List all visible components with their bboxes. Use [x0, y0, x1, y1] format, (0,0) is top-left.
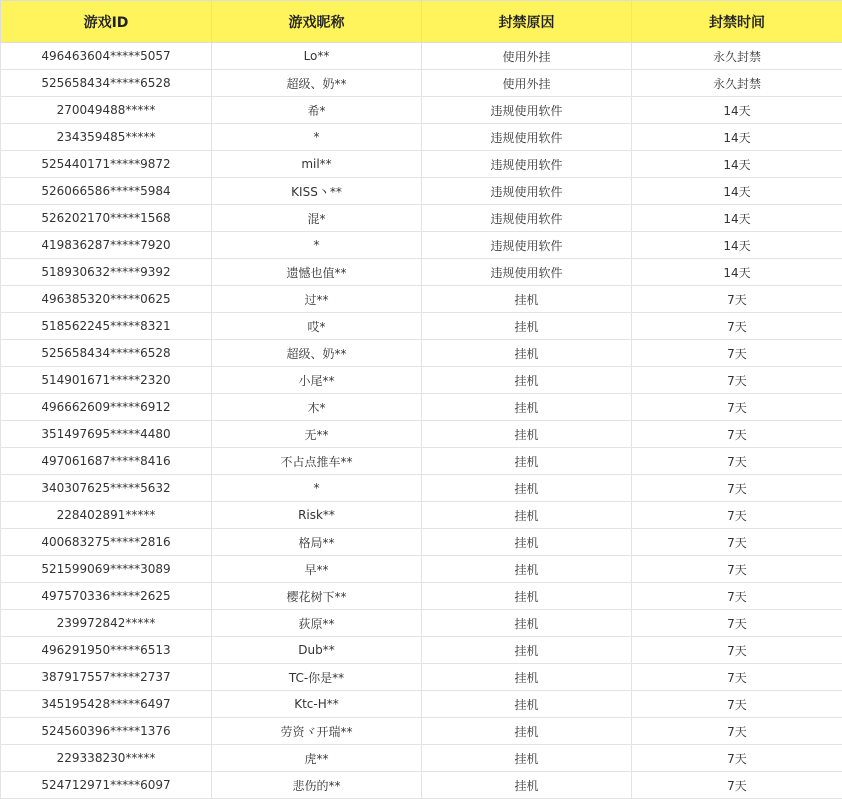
table-row	[1, 313, 842, 340]
cell-ban-duration: 14天	[632, 205, 842, 232]
cell-game-id: 524712971*****6097	[1, 772, 212, 799]
cell-nickname: 小尾**	[212, 367, 422, 394]
table-row	[1, 124, 842, 151]
table-row	[1, 205, 842, 232]
cell-ban-reason: 挂机	[422, 340, 632, 367]
cell-ban-reason: 挂机	[422, 556, 632, 583]
cell-ban-reason: 违规使用软件	[422, 151, 632, 178]
table-row	[1, 178, 842, 205]
cell-nickname: 虎**	[212, 745, 422, 772]
cell-game-id: 239972842*****	[1, 610, 212, 637]
cell-game-id: 234359485*****	[1, 124, 212, 151]
table-row	[1, 394, 842, 421]
cell-game-id: 387917557*****2737	[1, 664, 212, 691]
cell-game-id: 526066586*****5984	[1, 178, 212, 205]
cell-game-id: 419836287*****7920	[1, 232, 212, 259]
cell-nickname: 早**	[212, 556, 422, 583]
cell-ban-reason: 挂机	[422, 475, 632, 502]
cell-nickname: 超级、奶**	[212, 70, 422, 97]
cell-ban-duration: 7天	[632, 664, 842, 691]
cell-ban-duration: 7天	[632, 340, 842, 367]
cell-game-id: 518562245*****8321	[1, 313, 212, 340]
cell-game-id: 518930632*****9392	[1, 259, 212, 286]
cell-ban-reason: 挂机	[422, 583, 632, 610]
table-row	[1, 502, 842, 529]
table-row	[1, 475, 842, 502]
cell-game-id: 496463604*****5057	[1, 43, 212, 70]
cell-ban-reason: 挂机	[422, 286, 632, 313]
table-row	[1, 664, 842, 691]
cell-ban-duration: 7天	[632, 448, 842, 475]
cell-ban-reason: 挂机	[422, 772, 632, 799]
cell-nickname: 格局**	[212, 529, 422, 556]
cell-game-id: 521599069*****3089	[1, 556, 212, 583]
cell-ban-duration: 7天	[632, 637, 842, 664]
table-row	[1, 70, 842, 97]
cell-nickname: Dub**	[212, 637, 422, 664]
cell-nickname: KISS丶**	[212, 178, 422, 205]
cell-nickname: TC-你是**	[212, 664, 422, 691]
cell-ban-duration: 14天	[632, 97, 842, 124]
table-header	[1, 1, 842, 43]
cell-nickname: Lo**	[212, 43, 422, 70]
cell-nickname: Ktc-H**	[212, 691, 422, 718]
cell-ban-duration: 7天	[632, 286, 842, 313]
cell-ban-duration: 14天	[632, 151, 842, 178]
cell-game-id: 525658434*****6528	[1, 70, 212, 97]
cell-game-id: 496291950*****6513	[1, 637, 212, 664]
cell-nickname: Risk**	[212, 502, 422, 529]
cell-ban-duration: 14天	[632, 178, 842, 205]
cell-ban-duration: 7天	[632, 691, 842, 718]
cell-ban-duration: 7天	[632, 556, 842, 583]
cell-game-id: 525658434*****6528	[1, 340, 212, 367]
cell-nickname: *	[212, 232, 422, 259]
table-row	[1, 529, 842, 556]
cell-nickname: mil**	[212, 151, 422, 178]
cell-ban-duration: 14天	[632, 232, 842, 259]
cell-nickname: 超级、奶**	[212, 340, 422, 367]
cell-ban-reason: 挂机	[422, 313, 632, 340]
cell-ban-reason: 挂机	[422, 502, 632, 529]
cell-nickname: 荻原**	[212, 610, 422, 637]
cell-nickname: 希*	[212, 97, 422, 124]
table-row	[1, 556, 842, 583]
cell-ban-reason: 挂机	[422, 610, 632, 637]
table-body	[1, 43, 842, 799]
header-ban-duration: 封禁时间	[632, 1, 842, 43]
cell-ban-reason: 挂机	[422, 637, 632, 664]
table-row	[1, 151, 842, 178]
header-row	[1, 1, 842, 43]
table-row	[1, 745, 842, 772]
cell-ban-duration: 永久封禁	[632, 70, 842, 97]
cell-ban-duration: 7天	[632, 394, 842, 421]
cell-nickname: 悲伤的**	[212, 772, 422, 799]
cell-nickname: 樱花树下**	[212, 583, 422, 610]
cell-game-id: 270049488*****	[1, 97, 212, 124]
table-row	[1, 772, 842, 799]
cell-ban-reason: 挂机	[422, 394, 632, 421]
cell-game-id: 345195428*****6497	[1, 691, 212, 718]
cell-ban-reason: 挂机	[422, 529, 632, 556]
cell-ban-reason: 挂机	[422, 718, 632, 745]
cell-ban-duration: 7天	[632, 772, 842, 799]
cell-ban-reason: 挂机	[422, 421, 632, 448]
table-row	[1, 97, 842, 124]
cell-nickname: 劳资ヾ开瑞**	[212, 718, 422, 745]
cell-game-id: 497061687*****8416	[1, 448, 212, 475]
cell-game-id: 524560396*****1376	[1, 718, 212, 745]
cell-ban-reason: 违规使用软件	[422, 124, 632, 151]
cell-game-id: 228402891*****	[1, 502, 212, 529]
table-row	[1, 583, 842, 610]
cell-ban-reason: 挂机	[422, 691, 632, 718]
table-row	[1, 637, 842, 664]
cell-ban-duration: 7天	[632, 718, 842, 745]
table-row	[1, 610, 842, 637]
cell-ban-reason: 挂机	[422, 664, 632, 691]
table-row	[1, 691, 842, 718]
table-row	[1, 259, 842, 286]
cell-ban-reason: 使用外挂	[422, 43, 632, 70]
cell-game-id: 525440171*****9872	[1, 151, 212, 178]
table-row	[1, 43, 842, 70]
cell-ban-duration: 永久封禁	[632, 43, 842, 70]
cell-ban-reason: 挂机	[422, 448, 632, 475]
cell-ban-reason: 挂机	[422, 367, 632, 394]
cell-nickname: 遗憾也值**	[212, 259, 422, 286]
cell-ban-duration: 7天	[632, 502, 842, 529]
cell-ban-reason: 违规使用软件	[422, 232, 632, 259]
cell-ban-duration: 14天	[632, 124, 842, 151]
cell-ban-duration: 7天	[632, 583, 842, 610]
cell-nickname: 过**	[212, 286, 422, 313]
table-row	[1, 421, 842, 448]
cell-game-id: 497570336*****2625	[1, 583, 212, 610]
cell-ban-duration: 7天	[632, 313, 842, 340]
table-row	[1, 367, 842, 394]
header-nickname: 游戏昵称	[212, 1, 422, 43]
cell-ban-duration: 7天	[632, 529, 842, 556]
cell-game-id: 351497695*****4480	[1, 421, 212, 448]
cell-ban-reason: 违规使用软件	[422, 205, 632, 232]
cell-game-id: 229338230*****	[1, 745, 212, 772]
header-game-id: 游戏ID	[1, 1, 212, 43]
cell-ban-duration: 7天	[632, 610, 842, 637]
cell-ban-reason: 违规使用软件	[422, 259, 632, 286]
table-row	[1, 286, 842, 313]
table-row	[1, 232, 842, 259]
cell-nickname: 木*	[212, 394, 422, 421]
cell-nickname: 无**	[212, 421, 422, 448]
cell-nickname: *	[212, 475, 422, 502]
cell-nickname: 哎*	[212, 313, 422, 340]
cell-game-id: 340307625*****5632	[1, 475, 212, 502]
cell-nickname: 混*	[212, 205, 422, 232]
cell-ban-duration: 14天	[632, 259, 842, 286]
cell-ban-reason: 违规使用软件	[422, 178, 632, 205]
cell-ban-duration: 7天	[632, 745, 842, 772]
table-row	[1, 718, 842, 745]
cell-ban-reason: 挂机	[422, 745, 632, 772]
cell-ban-duration: 7天	[632, 367, 842, 394]
cell-ban-duration: 7天	[632, 421, 842, 448]
table-row	[1, 340, 842, 367]
header-ban-reason: 封禁原因	[422, 1, 632, 43]
cell-game-id: 526202170*****1568	[1, 205, 212, 232]
cell-game-id: 496662609*****6912	[1, 394, 212, 421]
cell-game-id: 514901671*****2320	[1, 367, 212, 394]
cell-ban-duration: 7天	[632, 475, 842, 502]
cell-nickname: 不占点推车**	[212, 448, 422, 475]
table-row	[1, 448, 842, 475]
cell-ban-reason: 使用外挂	[422, 70, 632, 97]
cell-game-id: 400683275*****2816	[1, 529, 212, 556]
cell-nickname: *	[212, 124, 422, 151]
cell-ban-reason: 违规使用软件	[422, 97, 632, 124]
cell-game-id: 496385320*****0625	[1, 286, 212, 313]
